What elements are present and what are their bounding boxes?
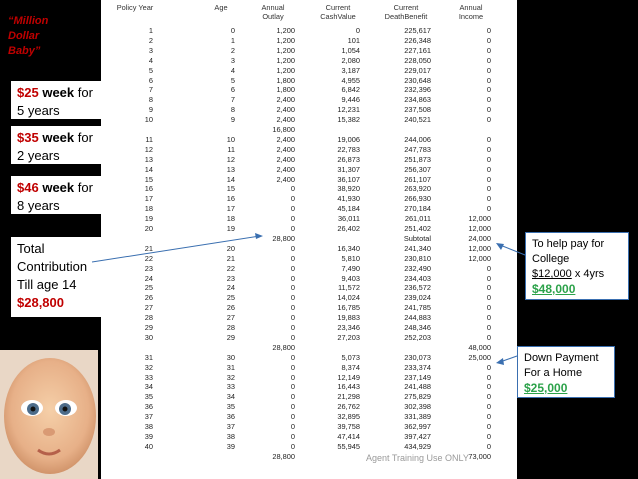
table-cell: 261,107 bbox=[404, 174, 431, 184]
table-cell: 0 bbox=[290, 332, 295, 342]
table-cell: 10 bbox=[144, 115, 153, 125]
table-cell: 7,490 bbox=[341, 263, 360, 273]
table-cell: 19,883 bbox=[337, 313, 360, 323]
table-cell: 241,340 bbox=[404, 243, 431, 253]
table-cell: 22 bbox=[226, 263, 235, 273]
table-cell: 32,895 bbox=[337, 412, 360, 422]
table-cell: 15 bbox=[144, 174, 153, 184]
table-cell: 237,149 bbox=[404, 372, 431, 382]
table-cell: 0 bbox=[486, 323, 491, 332]
table-cell: 31 bbox=[144, 352, 153, 362]
table-cell: 4 bbox=[148, 55, 153, 65]
table-cell: 1,200 bbox=[276, 35, 295, 45]
table-cell: 11 bbox=[227, 144, 235, 154]
table-cell: 20 bbox=[226, 243, 235, 253]
table-cell: 0 bbox=[290, 402, 295, 412]
table-cell: 232,396 bbox=[404, 85, 431, 95]
table-cell: 12 bbox=[226, 154, 235, 164]
table-cell: 0 bbox=[290, 224, 295, 233]
table-cell: 22 bbox=[144, 253, 153, 263]
table-cell: 1,800 bbox=[276, 75, 295, 85]
table-cell: 12 bbox=[144, 144, 153, 154]
table-cell: 34 bbox=[226, 392, 235, 402]
home-line1: Down Payment bbox=[524, 352, 599, 364]
table-cell: 230,073 bbox=[404, 352, 431, 362]
table-cell: 7 bbox=[148, 85, 153, 95]
table-cell: 12,000 bbox=[468, 214, 491, 224]
table-cell: 302,398 bbox=[404, 402, 431, 412]
table-cell: 0 bbox=[486, 362, 491, 372]
table-cell: 256,307 bbox=[404, 164, 431, 174]
table-cell: 0 bbox=[290, 382, 295, 392]
table-cell: 0 bbox=[486, 382, 491, 392]
home-line2: For a Home bbox=[524, 367, 583, 379]
table-cell: 0 bbox=[290, 422, 295, 431]
total-arrow bbox=[92, 236, 260, 262]
table-cell: 5,810 bbox=[341, 253, 360, 263]
table-cell: 362,997 bbox=[404, 422, 431, 431]
table-cell: 21 bbox=[144, 243, 153, 253]
table-cell: 228,050 bbox=[404, 55, 431, 65]
table-cell: 24,000 bbox=[468, 233, 491, 243]
table-cell: 45,184 bbox=[337, 204, 360, 214]
table-cell: 40 bbox=[144, 441, 153, 451]
table-cell: 25 bbox=[144, 283, 153, 293]
table-cell: 39,758 bbox=[337, 422, 360, 431]
table-cell: 39 bbox=[144, 431, 153, 441]
table-cell: 5 bbox=[148, 65, 153, 75]
years-label: 5 years bbox=[17, 103, 60, 118]
table-cell: 30 bbox=[144, 332, 153, 342]
table-cell: 36,107 bbox=[337, 174, 360, 184]
table-cell: 35 bbox=[226, 402, 235, 412]
table-cell: 0 bbox=[290, 273, 295, 283]
table-cell: 0 bbox=[486, 263, 491, 273]
table-cell: 0 bbox=[290, 431, 295, 441]
table-cell: 4 bbox=[230, 65, 235, 75]
table-cell: 8,374 bbox=[341, 362, 360, 372]
table-cell: 434,929 bbox=[404, 441, 431, 451]
amount-label: $35 bbox=[17, 130, 39, 145]
table-cell: 0 bbox=[486, 283, 491, 293]
table-cell: 261,011 bbox=[404, 214, 431, 224]
arrow-head-icon bbox=[496, 358, 504, 365]
total-label: Total bbox=[17, 241, 45, 256]
table-cell: 229,017 bbox=[404, 65, 431, 75]
table-cell: 0 bbox=[290, 303, 295, 313]
table-cell: 41,930 bbox=[337, 194, 360, 204]
watermark: Agent Training Use ONLY bbox=[366, 453, 469, 463]
table-cell: 240,521 bbox=[404, 115, 431, 125]
table-cell: 33 bbox=[226, 382, 235, 392]
table-cell: 9 bbox=[148, 105, 153, 115]
table-cell: 16,800 bbox=[272, 125, 295, 134]
till-age-label: Till age 14 bbox=[17, 277, 77, 292]
table-cell: 239,024 bbox=[404, 293, 431, 303]
table-cell: 38,920 bbox=[337, 184, 360, 194]
table-cell: 34 bbox=[144, 382, 153, 392]
table-cell: 0 bbox=[486, 184, 491, 194]
table-cell: 14 bbox=[144, 164, 153, 174]
table-cell: 397,427 bbox=[404, 431, 431, 441]
table-cell: 21 bbox=[226, 253, 235, 263]
table-cell: 48,000 bbox=[468, 342, 491, 352]
table-cell: 232,490 bbox=[404, 263, 431, 273]
week-label: week bbox=[42, 85, 75, 100]
table-cell: 32 bbox=[144, 362, 153, 372]
table-cell: 73,000 bbox=[468, 451, 491, 461]
table-cell: 12,149 bbox=[337, 372, 360, 382]
table-cell: 11 bbox=[145, 134, 153, 144]
table-cell: 0 bbox=[486, 422, 491, 431]
table-cell: 29 bbox=[226, 332, 235, 342]
table-cell: 0 bbox=[486, 431, 491, 441]
table-cell: 55,945 bbox=[337, 441, 360, 451]
arrow-head-icon bbox=[255, 233, 263, 239]
table-cell: 237,508 bbox=[404, 105, 431, 115]
table-cell: 0 bbox=[486, 412, 491, 422]
slide-title: “Million Dollar Baby” bbox=[8, 15, 49, 57]
table-cell: 16,340 bbox=[337, 243, 360, 253]
table-cell: 0 bbox=[290, 263, 295, 273]
table-cell: 2 bbox=[230, 45, 235, 55]
header-annual-income: Annual Income bbox=[458, 3, 484, 21]
table-cell: 22,783 bbox=[337, 144, 360, 154]
table-cell: 5,073 bbox=[341, 352, 360, 362]
table-cell: 0 bbox=[486, 303, 491, 313]
table-cell: 1,200 bbox=[276, 65, 295, 75]
table-cell: 0 bbox=[486, 105, 491, 115]
table-cell: 12,000 bbox=[468, 224, 491, 233]
table-cell: 2,400 bbox=[276, 144, 295, 154]
table-cell: 0 bbox=[230, 26, 235, 35]
table-cell: 17 bbox=[226, 204, 235, 214]
table-cell: 0 bbox=[290, 214, 295, 224]
table-cell: 14 bbox=[226, 174, 235, 184]
table-cell: 0 bbox=[486, 441, 491, 451]
table-cell: 1,800 bbox=[276, 85, 295, 95]
table-cell: 0 bbox=[290, 362, 295, 372]
table-cell: 266,930 bbox=[404, 194, 431, 204]
table-cell: 37 bbox=[144, 412, 153, 422]
table-cell: 30 bbox=[226, 352, 235, 362]
table-cell: 25 bbox=[226, 293, 235, 303]
table-cell: 29 bbox=[144, 323, 153, 332]
table-cell: 25,000 bbox=[468, 352, 491, 362]
table-cell: 26 bbox=[144, 293, 153, 303]
table-cell: 26 bbox=[226, 303, 235, 313]
table-cell: 2,080 bbox=[341, 55, 360, 65]
table-cell: 9,403 bbox=[341, 273, 360, 283]
table-cell: 0 bbox=[486, 293, 491, 303]
header-policy-year: Policy Year bbox=[116, 3, 154, 12]
header-annual-outlay: Annual Outlay bbox=[261, 3, 285, 21]
table-cell: 20 bbox=[144, 224, 153, 233]
table-cell: 0 bbox=[290, 283, 295, 293]
years-label: 8 years bbox=[17, 198, 60, 213]
table-cell: 16 bbox=[226, 194, 235, 204]
table-cell: 0 bbox=[290, 194, 295, 204]
table-cell: 0 bbox=[486, 26, 491, 35]
home-amount: $25,000 bbox=[524, 381, 568, 395]
table-cell: 0 bbox=[486, 204, 491, 214]
table-cell: 0 bbox=[290, 313, 295, 323]
table-cell: 2,400 bbox=[276, 134, 295, 144]
table-cell: 27 bbox=[226, 313, 235, 323]
table-cell: 2,400 bbox=[276, 174, 295, 184]
table-cell: 4,955 bbox=[341, 75, 360, 85]
table-cell: 36 bbox=[226, 412, 235, 422]
table-cell: 251,873 bbox=[404, 154, 431, 164]
table-cell: 28,800 bbox=[272, 233, 295, 243]
table-cell: 28 bbox=[144, 313, 153, 323]
total-amount: $28,800 bbox=[17, 295, 64, 310]
baby-photo bbox=[0, 350, 98, 479]
table-cell: 38 bbox=[226, 431, 235, 441]
table-cell: 0 bbox=[290, 323, 295, 332]
college-total: $48,000 bbox=[532, 282, 576, 296]
table-cell: 2 bbox=[148, 35, 153, 45]
table-cell: 0 bbox=[486, 392, 491, 402]
table-cell: 9,446 bbox=[341, 95, 360, 105]
table-cell: 27,203 bbox=[337, 332, 360, 342]
table-cell: 12,000 bbox=[468, 253, 491, 263]
table-cell: 23,346 bbox=[337, 323, 360, 332]
table-cell: 24 bbox=[226, 283, 235, 293]
table-cell: 2,400 bbox=[276, 164, 295, 174]
table-cell: 252,203 bbox=[404, 332, 431, 342]
table-cell: 0 bbox=[290, 372, 295, 382]
home-note bbox=[517, 346, 615, 398]
table-cell: 227,161 bbox=[404, 45, 431, 55]
table-cell: 0 bbox=[486, 154, 491, 164]
table-cell: 16,785 bbox=[337, 303, 360, 313]
for-label: for bbox=[74, 180, 93, 195]
table-cell: 1,200 bbox=[276, 45, 295, 55]
week-label: week bbox=[42, 180, 75, 195]
table-cell: 0 bbox=[290, 392, 295, 402]
table-cell: 26,873 bbox=[337, 154, 360, 164]
table-cell: 18 bbox=[226, 214, 235, 224]
table-cell: 11,572 bbox=[337, 283, 360, 293]
table-cell: 0 bbox=[486, 95, 491, 105]
table-cell: 28,800 bbox=[272, 451, 295, 461]
table-cell: 33 bbox=[144, 372, 153, 382]
college-line2: College bbox=[532, 253, 570, 265]
table-cell: 0 bbox=[486, 402, 491, 412]
table-cell: 0 bbox=[486, 313, 491, 323]
table-cell: 1,200 bbox=[276, 55, 295, 65]
table-cell: 247,783 bbox=[404, 144, 431, 154]
table-cell: 26,402 bbox=[337, 224, 360, 233]
table-cell: 0 bbox=[486, 273, 491, 283]
table-cell: 270,184 bbox=[404, 204, 431, 214]
table-cell: 0 bbox=[486, 194, 491, 204]
table-cell: 9 bbox=[230, 115, 235, 125]
college-line1: To help pay for bbox=[532, 238, 605, 250]
table-cell: 248,346 bbox=[404, 323, 431, 332]
table-cell: 251,402 bbox=[404, 224, 431, 233]
table-cell: 1 bbox=[230, 35, 235, 45]
table-cell: 27 bbox=[144, 303, 153, 313]
header-cash-value: Current CashValue bbox=[320, 3, 356, 21]
college-years: x 4yrs bbox=[571, 268, 605, 280]
table-cell: 234,863 bbox=[404, 95, 431, 105]
table-cell: 19 bbox=[226, 224, 235, 233]
table-cell: 3,187 bbox=[341, 65, 360, 75]
table-cell: Subtotal bbox=[403, 233, 431, 243]
table-cell: 0 bbox=[486, 144, 491, 154]
table-cell: 275,829 bbox=[404, 392, 431, 402]
table-cell: 6 bbox=[148, 75, 153, 85]
table-cell: 2,400 bbox=[276, 95, 295, 105]
table-cell: 8 bbox=[230, 105, 235, 115]
table-cell: 31 bbox=[226, 362, 235, 372]
table-cell: 3 bbox=[230, 55, 235, 65]
header-death-benefit: Current DeathBenefit bbox=[384, 3, 428, 21]
amount-label: $46 bbox=[17, 180, 39, 195]
table-cell: 225,617 bbox=[404, 26, 431, 35]
table-cell: 1 bbox=[148, 26, 153, 35]
table-cell: 226,348 bbox=[404, 35, 431, 45]
table-cell: 19,006 bbox=[337, 134, 360, 144]
table-cell: 244,006 bbox=[404, 134, 431, 144]
table-cell: 15 bbox=[226, 184, 235, 194]
table-cell: 0 bbox=[486, 134, 491, 144]
table-cell: 13 bbox=[226, 164, 235, 174]
table-cell: 0 bbox=[486, 372, 491, 382]
table-cell: 26,762 bbox=[337, 402, 360, 412]
table-cell: 23 bbox=[226, 273, 235, 283]
table-cell: 2,400 bbox=[276, 105, 295, 115]
table-cell: 241,488 bbox=[404, 382, 431, 392]
week-label: week bbox=[42, 130, 75, 145]
table-cell: 3 bbox=[148, 45, 153, 55]
table-cell: 236,572 bbox=[404, 283, 431, 293]
table-cell: 0 bbox=[290, 204, 295, 214]
table-cell: 233,374 bbox=[404, 362, 431, 372]
table-cell: 28,800 bbox=[272, 342, 295, 352]
for-label: for bbox=[74, 85, 93, 100]
table-cell: 6 bbox=[230, 85, 235, 95]
table-cell: 0 bbox=[486, 45, 491, 55]
table-cell: 241,785 bbox=[404, 303, 431, 313]
table-cell: 12,231 bbox=[337, 105, 360, 115]
table-cell: 2,400 bbox=[276, 115, 295, 125]
table-cell: 2,400 bbox=[276, 154, 295, 164]
table-cell: 28 bbox=[226, 323, 235, 332]
table-cell: 230,810 bbox=[404, 253, 431, 263]
table-cell: 7 bbox=[230, 95, 235, 105]
table-cell: 16 bbox=[144, 184, 153, 194]
table-cell: 244,883 bbox=[404, 313, 431, 323]
table-cell: 0 bbox=[290, 412, 295, 422]
table-cell: 0 bbox=[290, 184, 295, 194]
table-cell: 18 bbox=[144, 204, 153, 214]
table-cell: 0 bbox=[290, 293, 295, 303]
table-cell: 0 bbox=[486, 332, 491, 342]
table-cell: 263,920 bbox=[404, 184, 431, 194]
table-cell: 24 bbox=[144, 273, 153, 283]
table-cell: 234,403 bbox=[404, 273, 431, 283]
college-amount-per-year: $12,000 bbox=[532, 268, 572, 280]
table-cell: 15,382 bbox=[337, 115, 360, 125]
table-cell: 1,054 bbox=[341, 45, 360, 55]
table-cell: 35 bbox=[144, 392, 153, 402]
table-cell: 36 bbox=[144, 402, 153, 412]
college-note bbox=[525, 232, 629, 300]
table-cell: 39 bbox=[226, 441, 235, 451]
table-cell: 14,024 bbox=[337, 293, 360, 303]
table-cell: 6,842 bbox=[341, 85, 360, 95]
table-cell: 0 bbox=[290, 352, 295, 362]
table-cell: 19 bbox=[144, 214, 153, 224]
table-cell: 0 bbox=[486, 164, 491, 174]
table-cell: 0 bbox=[290, 243, 295, 253]
table-cell: 13 bbox=[144, 154, 153, 164]
table-cell: 32 bbox=[226, 372, 235, 382]
table-cell: 31,307 bbox=[337, 164, 360, 174]
amount-label: $25 bbox=[17, 85, 39, 100]
college-arrow bbox=[500, 245, 525, 255]
table-cell: 8 bbox=[148, 95, 153, 105]
table-cell: 38 bbox=[144, 422, 153, 431]
table-cell: 16,443 bbox=[337, 382, 360, 392]
for-label: for bbox=[74, 130, 93, 145]
table-cell: 0 bbox=[290, 441, 295, 451]
table-cell: 5 bbox=[230, 75, 235, 85]
table-cell: 47,414 bbox=[337, 431, 360, 441]
table-cell: 101 bbox=[347, 35, 360, 45]
table-cell: 23 bbox=[144, 263, 153, 273]
table-cell: 0 bbox=[486, 35, 491, 45]
table-cell: 10 bbox=[226, 134, 235, 144]
table-cell: 17 bbox=[144, 194, 153, 204]
table-cell: 36,011 bbox=[337, 214, 360, 224]
table-cell: 1,200 bbox=[276, 26, 295, 35]
table-cell: 0 bbox=[486, 85, 491, 95]
table-cell: 21,298 bbox=[337, 392, 360, 402]
contribution-label: Contribution bbox=[17, 259, 88, 274]
table-cell: 0 bbox=[486, 55, 491, 65]
table-cell: 230,648 bbox=[404, 75, 431, 85]
table-cell: 0 bbox=[486, 115, 491, 125]
header-age: Age bbox=[214, 3, 228, 12]
years-label: 2 years bbox=[17, 148, 60, 163]
table-cell: 331,389 bbox=[404, 412, 431, 422]
table-cell: 12,000 bbox=[468, 243, 491, 253]
table-cell: 0 bbox=[355, 26, 360, 35]
table-cell: 37 bbox=[226, 422, 235, 431]
table-cell: 0 bbox=[486, 75, 491, 85]
table-cell: 0 bbox=[290, 253, 295, 263]
table-cell: 0 bbox=[486, 174, 491, 184]
table-cell: 0 bbox=[486, 65, 491, 75]
